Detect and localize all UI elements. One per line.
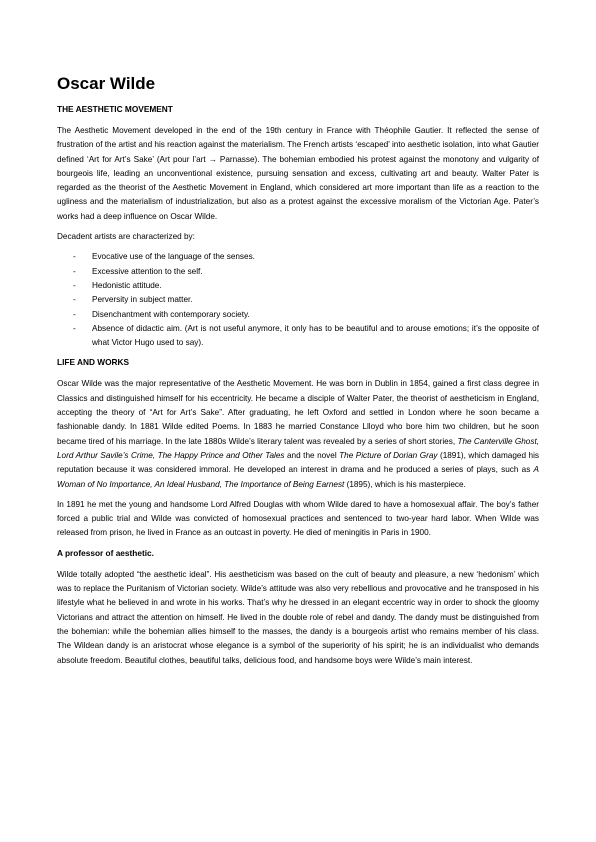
section-heading-professor-of-aesthetic: A professor of aesthetic. xyxy=(57,547,154,558)
list-item: - Perversity in subject matter. xyxy=(73,295,193,305)
paragraph-aesthetic-movement: The Aesthetic Movement developed in the end of the 19th century in France with Théophile Gautier. It reflected the sense of frustration of the artist and his reaction against the materialism. The French artists ‘escaped’ into aesthetic isolation, into what Gautier defined ‘Art for Art’s Sake’ (Art pour l’art → Parnasse). The bohemian embodied his protest against the monotony and vulgarity of bourgeois life, leading an unconventional existence, pursuing sensation and excess, cultivating art and beauty. Walter Pater is regarded as the theorist of the Aesthetic Movement in England, which considered art more important than life as a reaction to the ugliness and the materialism of industrialization, but also as a protest against the excessive moralism of the Victorian Age. Pater’s works had a deep influence on Oscar Wilde. xyxy=(57,126,539,221)
paragraph-life-and-works: Oscar Wilde was the major representative of the Aesthetic Movement. He was born in Dublin in 1854, gained a first class degree in Classics and distinguished himself for his eccentricity. He became a disciple of Walter Pater, the theorist of aestheticism in England, accepting the theory of “Art for Art’s Sake”. After graduating, he left Oxford and settled in London where he soon became a fashionable dandy. In 1881 Wilde edited Poems. In 1883 he married Constance Llloyd who bore him two children, but he soon became tired of his marriage. In the late 1880s Wilde’s literary talent was revealed by a series of short stories, The Canterville Ghost, Lord Arthur Savile’s Crime, The Happy Prince and Other Tales and the novel The Picture of Dorian Gray (1891), which damaged his reputation because it was considered immoral. He developed an interest in drama and he produced a series of plays, such as A Woman of No Importance, An Ideal Husband, The Importance of Being Earnest (1895), which is his masterpiece. xyxy=(57,379,539,489)
list-item: - Excessive attention to the self. xyxy=(73,266,203,276)
decadent-traits-list xyxy=(57,250,539,350)
list-item: - Evocative use of the language of the senses. xyxy=(73,252,255,262)
page-title: Oscar Wilde xyxy=(57,74,156,93)
paragraph-professor-of-aesthetic: Wilde totally adopted “the aesthetic ideal”. His aestheticism was based on the cult of beauty and pleasure, a new ‘hedonism’ which was to replace the Puritanism of Victorian society. Wilde’s attitude was also very rebellious and provocative and he transposed in his lifestyle what he believed in and wrote in his works. That’s why he dressed in an elegant eccentric way in order to shock the gloomy Victorians and attract the attention on himself. He lived in the double role of rebel and dandy. The dandy must be distinguished from the bohemian: while the bohemian allies himself to the masses, the dandy is a bourgeois artist who remains member of his class. The Wildean dandy is an aristocrat whose elegance is a symbol of the superiority of his spirit; he is an individualist who demands absolute freedom. Beautiful clothes, beautiful talks, delicious food, and handsome boys were Wilde’s main interest. xyxy=(57,569,539,665)
paragraph-decadent-intro: Decadent artists are characterized by: xyxy=(57,232,195,242)
section-heading-life-and-works: LIFE AND WORKS xyxy=(57,357,130,368)
list-item: - Absence of didactic aim. (Art is not useful anymore, it only has to be beautiful and to arouse emotions; it’s the opposite of what Victor Hugo used to say). xyxy=(73,323,539,348)
paragraph-trial-and-death: In 1891 he met the young and handsome Lord Alfred Douglas with whom Wilde dared to have a homosexual affair. The boy’s father forced a public trial and Wilde was convicted of homosexual practices and sentenced to two-year hard labor. When Wilde was released from prison, he lived in France as an outcast in poverty. He died of meningitis in Paris in 1900. xyxy=(57,499,539,538)
list-item: - Disenchantment with contemporary society. xyxy=(73,309,250,319)
section-heading-aesthetic-movement: THE AESTHETIC MOVEMENT xyxy=(57,104,173,114)
list-item: - Hedonistic attitude. xyxy=(73,280,162,290)
